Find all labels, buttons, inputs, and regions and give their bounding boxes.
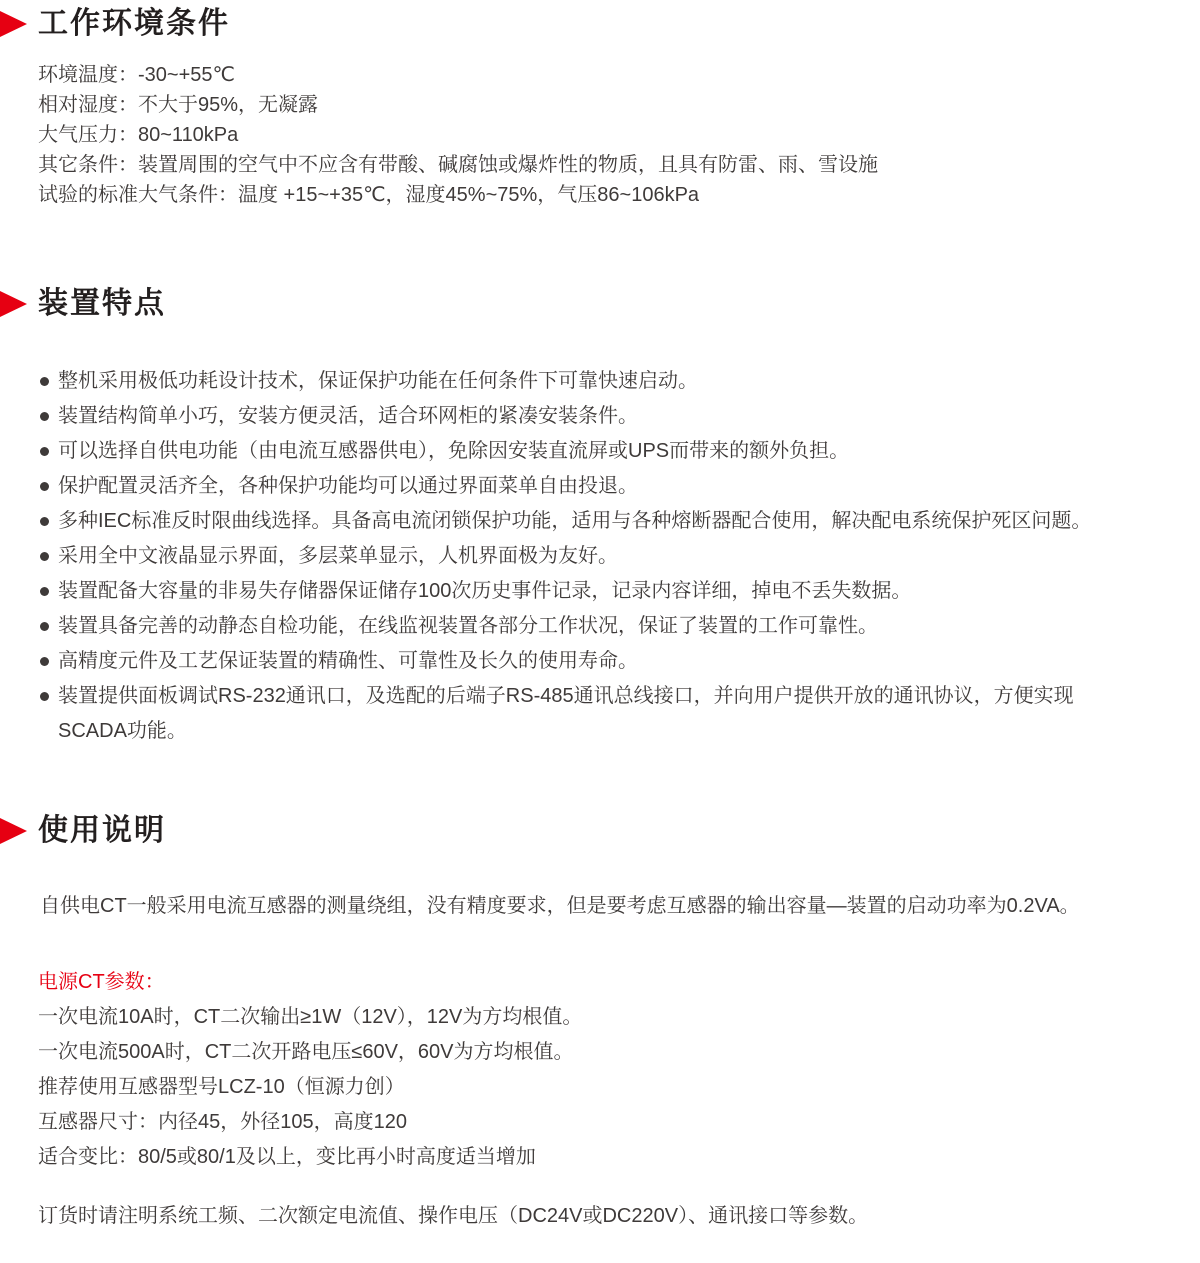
section-working-environment [0, 0, 1200, 210]
feature-item [40, 539, 1136, 574]
feature-item [40, 399, 1136, 434]
ct-param-line-dimensions: 互感器尺寸：内径45，外径105，高度120 [38, 1111, 407, 1133]
section-title-working-environment: 工作环境条件 [38, 7, 230, 40]
bullet-icon [40, 447, 49, 456]
section-header [0, 286, 1200, 322]
feature-text: 多种IEC标准反时限曲线选择。具备高电流闭锁保护功能，适用与各种熔断器配合使用，解决配电系统保护死区问题。 [58, 510, 1092, 532]
ct-param-line-primary-500a: 一次电流500A时，CT二次开路电压≤60V，60V为方均根值。 [38, 1041, 574, 1063]
feature-item [40, 469, 1136, 504]
bullet-icon [40, 377, 49, 386]
section-device-features [0, 286, 1200, 749]
feature-list [40, 364, 1136, 749]
feature-item [40, 679, 1136, 749]
env-line-other: 其它条件：装置周围的空气中不应含有带酸、碱腐蚀或爆炸性的物质，且具有防雷、雨、雪设施 [38, 154, 878, 176]
power-ct-parameters [38, 965, 1200, 1175]
feature-text: 保护配置灵活齐全，各种保护功能均可以通过界面菜单自由投退。 [58, 475, 638, 497]
feature-item [40, 644, 1136, 679]
bullet-icon [40, 517, 49, 526]
ordering-note: 订货时请注明系统工频、二次额定电流值、操作电压（DC24V或DC220V）、通讯接口等参数。 [38, 1205, 869, 1227]
feature-text: 整机采用极低功耗设计技术，保证保护功能在任何条件下可靠快速启动。 [58, 370, 698, 392]
bullet-icon [40, 552, 49, 561]
feature-item [40, 364, 1136, 399]
environment-conditions-list [38, 60, 1200, 210]
usage-intro-paragraph: 自供电CT一般采用电流互感器的测量绕组，没有精度要求，但是要考虑互感器的输出容量—装置的启动功率为0.2VA。 [40, 895, 1080, 917]
section-arrow-icon [0, 291, 27, 317]
section-title-device-features: 装置特点 [38, 287, 166, 320]
env-line-pressure: 大气压力：80~110kPa [38, 124, 239, 146]
section-title-usage-instructions: 使用说明 [38, 814, 166, 847]
section-header [0, 6, 1200, 42]
bullet-icon [40, 657, 49, 666]
env-line-test-conditions: 试验的标准大气条件：温度 +15~+35℃，湿度45%~75%，气压86~106kPa [38, 184, 700, 206]
feature-text: 装置配备大容量的非易失存储器保证储存100次历史事件记录，记录内容详细，掉电不丢失数据。 [58, 580, 912, 602]
feature-item [40, 434, 1136, 469]
bullet-icon [40, 412, 49, 421]
section-usage-instructions [0, 813, 1200, 1231]
feature-item [40, 609, 1136, 644]
section-arrow-icon [0, 818, 27, 844]
section-arrow-icon [0, 11, 27, 37]
feature-text: 可以选择自供电功能（由电流互感器供电），免除因安装直流屏或UPS而带来的额外负担。 [58, 440, 850, 462]
feature-text: 装置结构简单小巧，安装方便灵活，适合环网柜的紧凑安装条件。 [58, 405, 638, 427]
feature-item [40, 574, 1136, 609]
feature-item [40, 504, 1136, 539]
bullet-icon [40, 482, 49, 491]
section-header [0, 813, 1200, 849]
bullet-icon [40, 622, 49, 631]
env-line-temperature: 环境温度：-30~+55℃ [38, 64, 235, 86]
feature-text: 采用全中文液晶显示界面，多层菜单显示，人机界面极为友好。 [58, 545, 618, 567]
feature-text: 装置提供面板调试RS-232通讯口，及选配的后端子RS-485通讯总线接口，并向用户提供开放的通讯协议，方便实现SCADA功能。 [58, 685, 1074, 742]
feature-text: 装置具备完善的动静态自检功能，在线监视装置各部分工作状况，保证了装置的工作可靠性。 [58, 615, 878, 637]
bullet-icon [40, 692, 49, 701]
ct-param-line-recommended-model: 推荐使用互感器型号LCZ-10（恒源力创） [38, 1076, 405, 1098]
feature-text: 高精度元件及工艺保证装置的精确性、可靠性及长久的使用寿命。 [58, 650, 638, 672]
env-line-humidity: 相对湿度：不大于95%，无凝露 [38, 94, 319, 116]
ct-param-line-ratio: 适合变比：80/5或80/1及以上，变比再小时高度适当增加 [38, 1146, 536, 1168]
ct-param-line-primary-10a: 一次电流10A时，CT二次输出≥1W（12V），12V为方均根值。 [38, 1006, 583, 1028]
power-ct-params-label: 电源CT参数： [38, 971, 165, 993]
bullet-icon [40, 587, 49, 596]
